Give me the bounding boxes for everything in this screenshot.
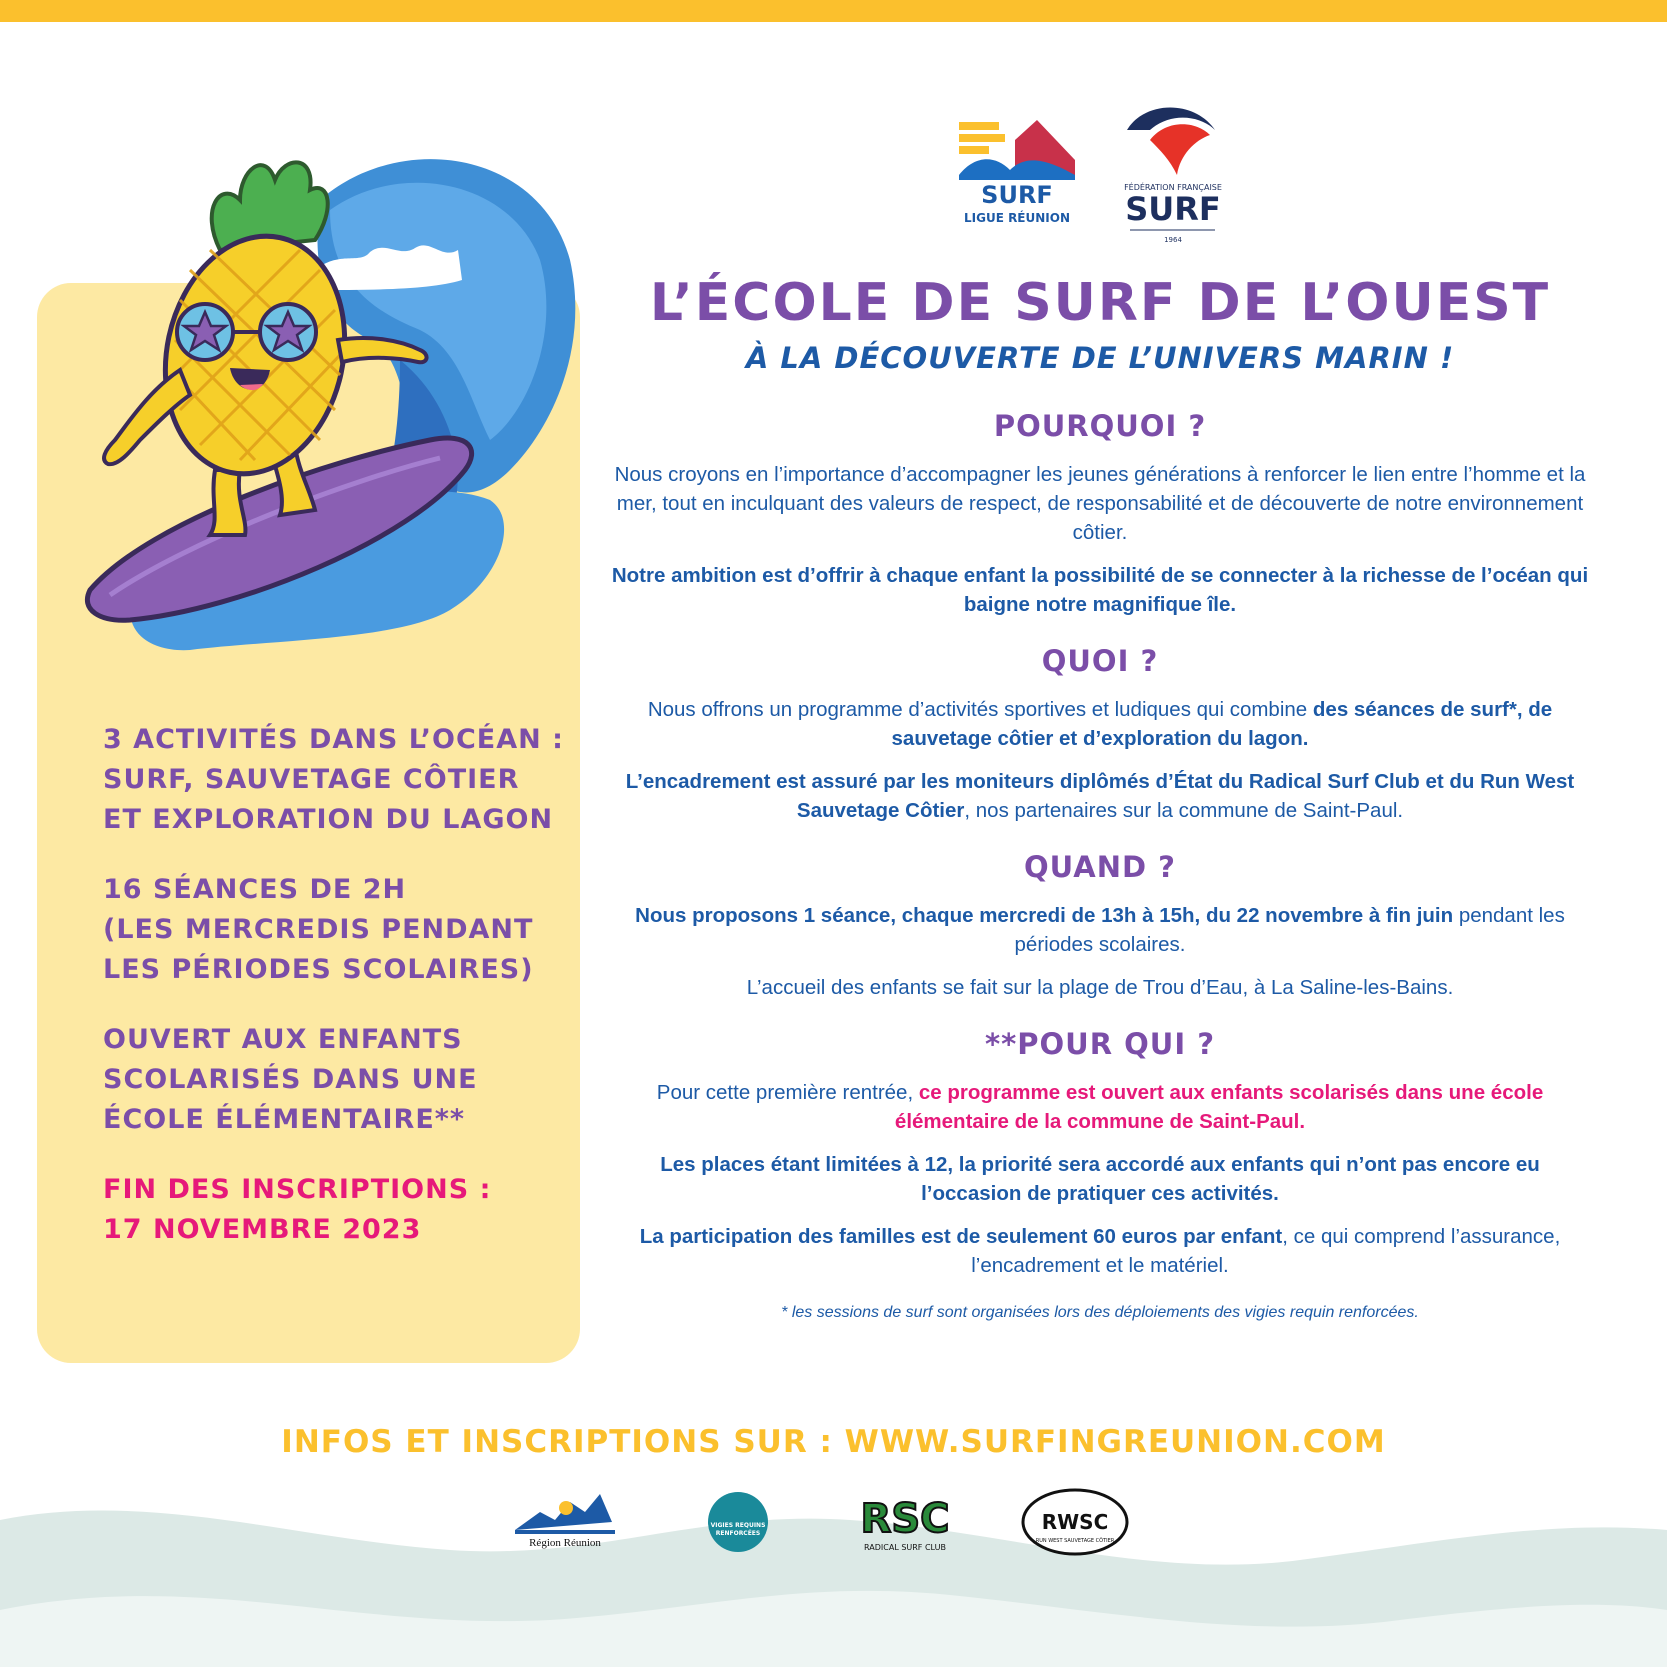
ffs-big-text: SURF (1125, 190, 1221, 228)
sessions-line: LES PÉRIODES SCOLAIRES) (103, 954, 534, 985)
vigies-text-2: RENFORCÉES (715, 1530, 761, 1537)
section-title: QUOI ? (1041, 644, 1159, 678)
paragraph: L’accueil des enfants se fait sur la plage de Trou d’Eau, à La Saline-les-Bains. (746, 976, 1454, 999)
pineapple-surfer-illustration (70, 140, 590, 680)
paragraph-bold: Notre ambition est d’offrir à chaque enfant la possibilité de se connecter à la richesse de l’océan qui baigne notre magnifique île. (611, 564, 1589, 616)
region-reunion-logo[interactable] (515, 1494, 615, 1549)
rwsc-small-text: RUN WEST SAUVETAGE CÔTIER (1035, 1538, 1115, 1544)
paragraph (610, 767, 1590, 825)
section-quand (600, 849, 1600, 1002)
open-to-line: OUVERT AUX ENFANTS (103, 1024, 463, 1055)
section-title: **POUR QUI ? (984, 1027, 1216, 1061)
ligue-line2: LIGUE RÉUNION (963, 211, 1071, 225)
text-bold: La participation des familles est de seulement 60 euros par enfant (639, 1225, 1283, 1248)
main-content (600, 270, 1600, 1322)
deadline-line: FIN DES INSCRIPTIONS : (103, 1174, 492, 1205)
sessions-line: 16 SÉANCES DE 2H (103, 874, 407, 905)
paragraph (610, 695, 1590, 753)
text-span: Pour cette première rentrée, (656, 1081, 919, 1104)
section-title: POURQUOI ? (993, 409, 1207, 443)
vigies-requins-logo[interactable] (708, 1492, 768, 1552)
paragraph (610, 1222, 1590, 1280)
section-pourquoi (600, 408, 1600, 619)
open-to-line: SCOLARISÉS DANS UNE (103, 1064, 478, 1095)
ffs-small-text: FÉDÉRATION FRANÇAISE (1124, 183, 1222, 192)
paragraph (610, 1078, 1590, 1136)
page-subtitle: À LA DÉCOUVERTE DE L’UNIVERS MARIN ! (745, 341, 1455, 375)
region-reunion-text: Région Réunion (529, 1537, 601, 1549)
svg-text:RSC: RSC (860, 1496, 950, 1542)
text-span: pendant les périodes scolaires. (1014, 904, 1565, 956)
paragraph-bold: Les places étant limitées à 12, la priorité sera accordé aux enfants qui n’ont pas encore eu l’occasion de pratiquer ces activités. (660, 1153, 1540, 1205)
text-span: Nous offrons un programme d’activités sportives et ludiques qui combine (647, 698, 1313, 721)
deadline-line: 17 NOVEMBRE 2023 (103, 1214, 422, 1245)
activities-line: 3 ACTIVITÉS DANS L’OCÉAN : (103, 724, 564, 755)
activities-block (103, 720, 573, 840)
text-span: , nos partenaires sur la commune de Saint-Paul. (964, 799, 1404, 822)
open-to-line: ÉCOLE ÉLÉMENTAIRE** (103, 1104, 465, 1135)
rwsc-logo[interactable] (1023, 1490, 1127, 1554)
activities-line: ET EXPLORATION DU LAGON (103, 804, 554, 835)
left-panel-text (103, 720, 573, 1280)
text-span: , ce qui comprend l’assurance, l’encadrement et le matériel. (971, 1225, 1561, 1277)
open-to-block (103, 1020, 573, 1140)
page-title: L’ÉCOLE DE SURF DE L’OUEST (649, 273, 1551, 333)
text-bold: L’encadrement est assuré par les moniteurs diplômés d’État du Radical Surf Club et du Run West Sauvetage Côtier (625, 770, 1575, 822)
rsc-text: RADICAL SURF CLUB (864, 1543, 946, 1552)
sessions-block (103, 870, 573, 990)
section-quoi (600, 643, 1600, 825)
radical-surf-club-logo[interactable] (861, 1496, 950, 1552)
ffs-logo (1124, 108, 1222, 245)
text-bold: Nous proposons 1 séance, chaque mercredi de 13h à 15h, du 22 novembre à fin juin (635, 904, 1454, 927)
activities-line: SURF, SAUVETAGE CÔTIER (103, 764, 520, 795)
top-logos (955, 100, 1235, 250)
rwsc-text: RWSC (1041, 1510, 1109, 1534)
text-pink-bold: ce programme est ouvert aux enfants scolarisés dans une école élémentaire de la commune de Saint-Paul. (894, 1081, 1544, 1133)
partner-logos (500, 1482, 1180, 1572)
text-bold: des séances de surf*, de sauvetage côtier et d’exploration du lagon. (891, 698, 1553, 750)
paragraph (610, 901, 1590, 959)
sessions-line: (LES MERCREDIS PENDANT (103, 914, 534, 945)
footnote: * les sessions de surf sont organisées lors des déploiements des vigies requin renforcées. (781, 1304, 1419, 1321)
ligue-line1: SURF (981, 181, 1053, 209)
section-title: QUAND ? (1023, 850, 1176, 884)
ffs-year: 1964 (1164, 236, 1182, 244)
top-accent-bar (0, 0, 1667, 22)
section-pour-qui (600, 1026, 1600, 1280)
ligue-reunion-logo (959, 120, 1075, 225)
info-website-link[interactable]: INFOS ET INSCRIPTIONS SUR : WWW.SURFINGREUNION.COM (281, 1424, 1386, 1460)
paragraph: Nous croyons en l’importance d’accompagner les jeunes générations à renforcer le lien entre l’homme et la mer, tout en inculquant des valeurs de respect, de responsabilité et de découverte de notre environnement côtier. (614, 463, 1586, 544)
vigies-text-1: VIGIES REQUINS (710, 1522, 766, 1529)
deadline-block (103, 1170, 573, 1250)
